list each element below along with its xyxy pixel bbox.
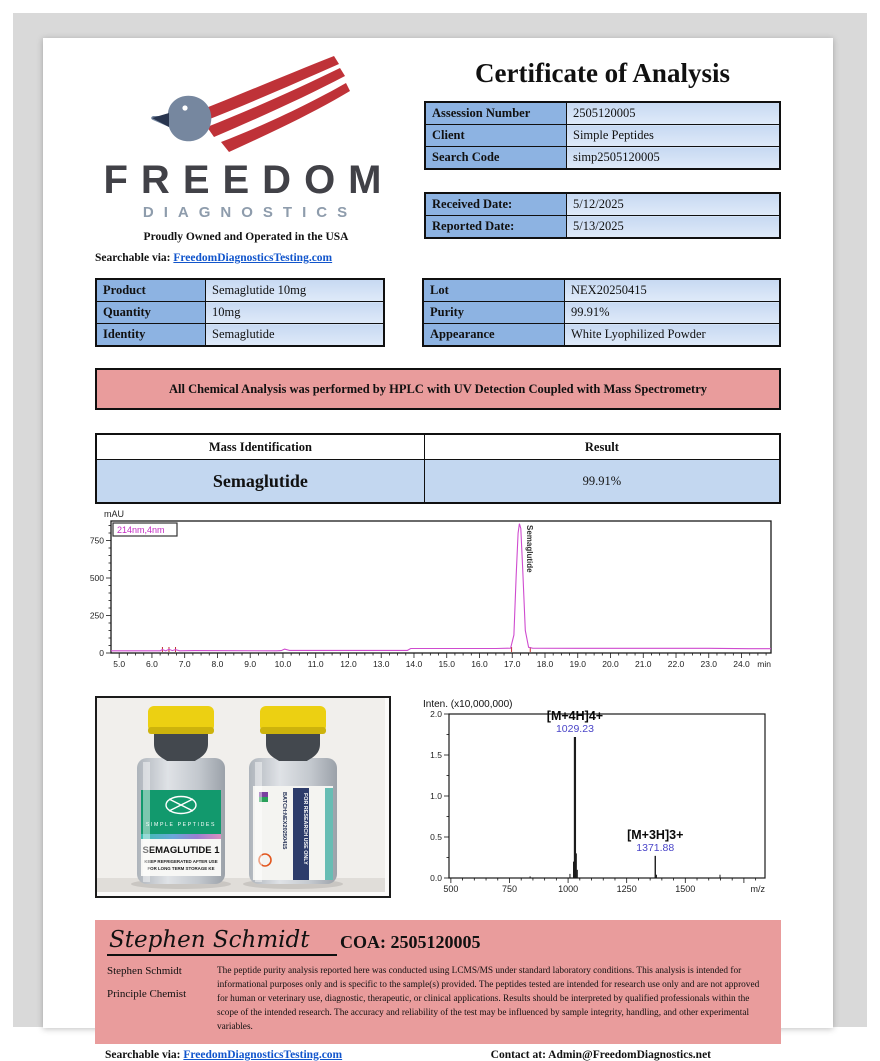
table-row <box>423 279 780 302</box>
appearance-label: Appearance <box>423 324 565 347</box>
svg-text:2.0: 2.0 <box>430 709 442 719</box>
accession-label: Assession Number <box>425 102 567 125</box>
svg-text:6.0: 6.0 <box>146 659 158 669</box>
svg-text:750: 750 <box>501 884 517 894</box>
vial-research-text: FOR RESEARCH USE ONLY <box>302 793 308 865</box>
identity-label: Identity <box>96 324 206 347</box>
svg-text:mAU: mAU <box>104 509 124 519</box>
evidence-row <box>95 696 781 905</box>
signer-name: Stephen Schmidt <box>107 965 182 977</box>
footer-contact: Contact at: Admin@FreedomDiagnostics.net <box>490 1048 711 1061</box>
svg-text:min: min <box>757 659 771 669</box>
mass-id-compound: Semaglutide <box>96 460 424 504</box>
product-lot-row <box>95 278 781 347</box>
received-date-label: Received Date: <box>425 193 567 216</box>
mass-spectrum-section <box>421 696 779 905</box>
svg-text:7.0: 7.0 <box>178 659 191 669</box>
svg-text:1250: 1250 <box>616 884 637 894</box>
svg-text:1.5: 1.5 <box>430 750 442 760</box>
search-code-value: simp2505120005 <box>567 147 781 170</box>
svg-text:0.5: 0.5 <box>430 832 442 842</box>
svg-text:Semaglutide: Semaglutide <box>524 525 534 573</box>
lot-label: Lot <box>423 279 565 302</box>
table-row <box>96 324 384 347</box>
eagle-flag-logo-icon <box>141 56 351 158</box>
client-label: Client <box>425 125 567 147</box>
table-row <box>96 434 780 460</box>
received-date-value: 5/12/2025 <box>567 193 781 216</box>
svg-text:21.0: 21.0 <box>634 659 652 669</box>
vial-storage-line1: KEEP REFRIGERATED AFTER USE <box>144 859 218 864</box>
svg-text:16.0: 16.0 <box>471 659 488 669</box>
svg-text:17.0: 17.0 <box>503 659 521 669</box>
signature-script: Stephen Schmidt <box>107 927 337 956</box>
accession-value: 2505120005 <box>567 102 781 125</box>
table-row <box>425 216 780 239</box>
brand-tagline: Proudly Owned and Operated in the USA <box>143 231 349 243</box>
table-row <box>423 302 780 324</box>
svg-text:9.0: 9.0 <box>244 659 257 669</box>
svg-text:0: 0 <box>99 648 104 658</box>
footer-searchable-link[interactable]: FreedomDiagnosticsTesting.com <box>183 1048 343 1061</box>
footer-searchable-prefix: Searchable via: <box>105 1048 181 1061</box>
svg-text:13.0: 13.0 <box>372 659 390 669</box>
svg-text:12.0: 12.0 <box>340 659 357 669</box>
accession-table <box>424 101 781 170</box>
method-banner: All Chemical Analysis was performed by HPLC with UV Detection Coupled with Mass Spectrometry <box>95 368 781 410</box>
svg-text:14.0: 14.0 <box>405 659 423 669</box>
svg-text:1500: 1500 <box>675 884 696 894</box>
table-row <box>425 193 780 216</box>
reported-date-label: Reported Date: <box>425 216 567 239</box>
quantity-value: 10mg <box>206 302 385 324</box>
svg-text:1.0: 1.0 <box>430 791 442 801</box>
purity-value: 99.91% <box>565 302 781 324</box>
vial-front <box>137 706 225 884</box>
svg-text:Inten. (x10,000,000): Inten. (x10,000,000) <box>423 699 513 710</box>
svg-text:[M+4H]4+: [M+4H]4+ <box>546 708 604 723</box>
product-label: Product <box>96 279 206 302</box>
vial-batch-text: BATCH:NEX20250415 <box>281 792 287 850</box>
svg-text:20.0: 20.0 <box>602 659 619 669</box>
chromatogram-section <box>85 509 781 680</box>
searchable-prefix: Searchable via: <box>95 252 171 264</box>
footer-searchable <box>105 1049 342 1061</box>
page-title: Certificate of Analysis <box>475 58 730 88</box>
svg-text:22.0: 22.0 <box>667 659 685 669</box>
vial-storage-line2: FOR LONG TERM STORAGE KE <box>147 866 215 871</box>
client-value: Simple Peptides <box>567 125 781 147</box>
vial-brand-text: SIMPLE PEPTIDES <box>145 822 217 828</box>
svg-text:0.0: 0.0 <box>430 873 442 883</box>
svg-text:5.0: 5.0 <box>113 659 126 669</box>
mass-id-result: 99.91% <box>424 460 780 504</box>
mass-identification-table <box>95 433 781 504</box>
identity-value: Semaglutide <box>206 324 385 347</box>
svg-text:19.0: 19.0 <box>569 659 587 669</box>
table-row <box>96 460 780 504</box>
svg-text:23.0: 23.0 <box>700 659 718 669</box>
product-table <box>95 278 385 347</box>
header <box>95 56 781 272</box>
svg-text:1371.88: 1371.88 <box>636 841 675 854</box>
result-header: Result <box>424 434 780 460</box>
svg-text:500: 500 <box>443 884 459 894</box>
signer-identity <box>107 965 209 1035</box>
svg-text:8.0: 8.0 <box>211 659 224 669</box>
svg-text:11.0: 11.0 <box>307 659 324 669</box>
vials-photo-illustration <box>97 698 385 892</box>
svg-text:15.0: 15.0 <box>438 659 456 669</box>
svg-text:750: 750 <box>89 535 104 546</box>
mass-id-header: Mass Identification <box>96 434 424 460</box>
table-row <box>96 279 384 302</box>
table-row <box>96 302 384 324</box>
brand-subtitle: DIAGNOSTICS <box>142 204 358 221</box>
svg-text:18.0: 18.0 <box>536 659 554 669</box>
searchable-link[interactable]: FreedomDiagnosticsTesting.com <box>173 252 333 264</box>
quantity-label: Quantity <box>96 302 206 324</box>
svg-text:500: 500 <box>89 573 104 583</box>
svg-text:1000: 1000 <box>558 884 579 894</box>
svg-text:24.0: 24.0 <box>733 659 750 669</box>
certificate-page <box>43 38 833 1061</box>
coa-number: COA: 2505120005 <box>340 932 481 952</box>
vial-product-text: SEMAGLUTIDE 1 <box>142 845 220 856</box>
disclaimer-text: The peptide purity analysis reported here was conducted using LCMS/MS under standard laboratory conditions. This analysis is intended for informational purposes only and is specific to the sample(s) provided. The peptides tested are intended for research use only and are not approved for human or veterinary use, diagnostic, therapeutic, or clinical applications. Results should be interpreted by qualified professionals within the scope of the intended research. The accuracy and reliability of the test may be influenced by sample integrity, handling, and other experimental variables. <box>217 966 760 1032</box>
product-value: Semaglutide 10mg <box>206 279 385 302</box>
lot-value: NEX20250415 <box>565 279 781 302</box>
brand-name: FREEDOM <box>103 158 395 202</box>
purity-label: Purity <box>423 302 565 324</box>
search-code-label: Search Code <box>425 147 567 170</box>
dates-table <box>424 192 781 239</box>
mass-spectrum-chart <box>421 696 779 900</box>
signer-role: Principle Chemist <box>107 988 187 1000</box>
hplc-chromatogram-chart <box>85 509 775 675</box>
svg-text:m/z: m/z <box>750 884 765 894</box>
footer <box>95 1049 781 1061</box>
signature-block <box>95 920 781 1044</box>
header-right-column <box>424 56 781 272</box>
table-row <box>425 147 780 170</box>
svg-text:214nm,4nm: 214nm,4nm <box>117 525 165 535</box>
svg-text:10.0: 10.0 <box>274 659 292 669</box>
svg-text:250: 250 <box>89 610 104 621</box>
logo-column <box>95 56 397 272</box>
product-photo <box>95 696 391 898</box>
searchable-line <box>95 252 397 264</box>
table-row <box>425 102 780 125</box>
vial-back <box>249 706 337 884</box>
appearance-value: White Lyophilized Powder <box>565 324 781 347</box>
lot-table <box>422 278 781 347</box>
table-row <box>425 125 780 147</box>
svg-text:[M+3H]3+: [M+3H]3+ <box>627 827 684 842</box>
table-row <box>423 324 780 347</box>
reported-date-value: 5/13/2025 <box>567 216 781 239</box>
svg-text:1029.23: 1029.23 <box>555 722 594 735</box>
